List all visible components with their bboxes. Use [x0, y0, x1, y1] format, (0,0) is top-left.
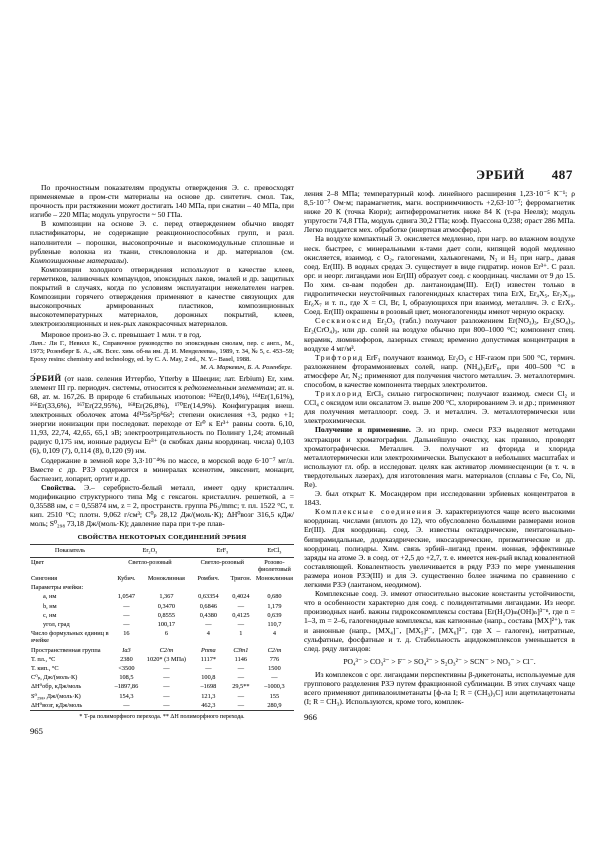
table-cell: 0,8555 [157, 611, 176, 619]
table-cell: C3̄m1 [233, 646, 249, 654]
table-cell: Светло-розовый [200, 558, 245, 566]
paragraph-epoxy-cold-cure [30, 265, 294, 329]
left-column [30, 183, 294, 736]
table-cell: Показатель [30, 545, 110, 557]
table-cell: 1146 [234, 655, 248, 663]
table-cell: 462,3 [201, 701, 216, 709]
paragraph-epoxy-plasticizers [30, 219, 294, 264]
text-segment: Мировое произ-во Э. с. превышает 1 млн. т в год. [41, 329, 202, 339]
table-cell: — [237, 620, 244, 628]
paragraph-erbium-intro [30, 374, 294, 456]
table-cell: Кубич. [117, 574, 136, 582]
table-cell: Параметры ячейки: [31, 584, 84, 592]
table-cell: 4 [272, 630, 276, 638]
table-cell: — [205, 664, 212, 672]
paragraph-air-oxidation [304, 234, 575, 316]
text-segment: Э.– серебристо-белый металл, имеет одну кристаллич. модификацию структурного типа Mg с гексагон. кристаллич. решеткой, a = 0,35588 нм, c = 0,55874 нм, z = 2, пространств. группа P6₃/mmc; т. пл. 1522 °C, т. кип. 2510 °C; плотн. 9,062 г/см³; C⁰ₚ 28,12 Дж/(моль·К); ΔH⁰возг 316,5 кДж/моль; S⁰₂₉₈ 73,18 Дж/(моль·К); давление пара при т-ре плав- [30, 482, 294, 529]
table-cell: — [237, 692, 244, 700]
paragraph-sesquioxide [304, 316, 575, 352]
table-row [30, 673, 294, 682]
table-row [30, 629, 294, 645]
erbium-compounds-table [30, 544, 294, 711]
text-segment: Содержание в земной коре 3,3·10⁻⁴% по массе, в морской воде 6·10⁻⁷ мг/л. Вместе с др. РЗЭ содержится в минералах ксенотим, эвксенит, монацит, бастнезит, лопарит, ортит и др. [30, 455, 294, 483]
table-cell: 6 [164, 630, 168, 638]
text-segment: Э. был открыт К. Мосандером при исследовании эрбиевых концентратов в 1843. [304, 489, 575, 508]
table-cell: 155 [269, 692, 280, 700]
paragraph-properties-continuation [304, 189, 575, 234]
table-cell: 0,3470 [157, 602, 176, 610]
text-segment: Композиции холодного отверждения используют в качестве клеев, герметиков, заливочных компаундов, эпоксидных лаков, эмалей и др. защитных покрытий в случаях, когда по условиям эксплуатации нежелателен нагрев. Композиции горячего отверждения применяют в качестве связующих для высокопрочных армированных пластиков, композиционных высокотемпературных материалов, дорожных покрытий, клеев, электроизоляционных и нек-рых лакокрасочных материалов. [30, 264, 294, 329]
table-cell: 0,4125 [232, 611, 250, 619]
table-cell: 29,5** [232, 683, 250, 691]
table-cell: b, нм [43, 602, 57, 610]
text-segment: В композиции на основе Э. с. перед отверждением обычно вводят пластификаторы, не содержащие реакционноспособных групп, и разл. наполнители – порошки, высокопрочные и высокомодульные сплошные и рубленые волокна из ткани, стекловолокна и др. материалов (см. [30, 219, 294, 256]
table-cell: 121,3 [201, 692, 216, 700]
page-number-left: 965 [30, 725, 43, 736]
table-cell: 4 [206, 630, 210, 638]
text-segment: Сесквиоксид [315, 316, 373, 326]
text-segment: На воздухе компактный Э. окисляется медленно, при нагр. во влажном воздухе неск. быстрее, с минеральными к-тами дает соли, кипящей водой медленно окисляется, взаимод. с O₂, галогенами, халькогенами, N₂ и H₂ при нагр., давая соед. Er(III). В водных средах Э. существует в виде гидратир. ионов Er³⁺. С разл. орг. и неорг. лигандами ион Er(III) образует соед. с координац. числами от 9 до 15. По хим. св-вам подобен др. лантаноидам(III). Er(I) известен только в гидролитически неустойчивых галогенидных кластерах типа ErX, Er₄X₅, Er₇X₁₀, Er₆X₇ и т. п., где X = Cl, Br, I, образующихся при взаимод. металлич. Э. с ErX₃. Соед. Er(III) окрашены в розовый цвет, моногалогениды имеют черную окраску. [304, 234, 575, 317]
table-row [30, 646, 294, 655]
table-cell: — [271, 674, 278, 682]
table-cell: — [163, 674, 170, 682]
table-row [30, 664, 294, 673]
table-cell: ErF₃ [190, 545, 255, 557]
text-segment: Трихлорид [315, 389, 363, 399]
table-cell: 108,5 [119, 674, 134, 682]
table-cell: — [237, 602, 244, 610]
table-row [30, 692, 294, 701]
paragraph-erbium-abundance [30, 456, 294, 483]
text-segment: Из комплексов с орг. лигандами перспективны β-дикетонаты, используемые для группового разделения РЗЭ путем фракционной сублимации. В этих случаях чаще всего применяют дипивалоилметанаты [ф-ла I; R = (CH₃)₃C] или ацетилацетонаты (I; R = CH₃). Используются, кроме того, комплек- [304, 669, 575, 707]
table-cell: 1,179 [267, 602, 282, 610]
table-cell: 1117* [200, 655, 217, 663]
table-cell: Er₂O₃ [110, 545, 190, 557]
text-segment: редкоземельным элементам [183, 382, 275, 392]
table-cell: ΔH⁰обр, кДж/моль [31, 683, 82, 691]
erbium-compounds-table-block [30, 534, 294, 720]
table-cell: 1,367 [159, 593, 174, 601]
table-cell: — [163, 692, 170, 700]
table-row [30, 655, 294, 664]
table-cell: угол, град [43, 620, 70, 628]
table-cell: 1,0547 [117, 593, 136, 601]
paragraph-complex-stability [304, 589, 575, 653]
table-cell: — [237, 664, 244, 672]
paragraph-discovery [304, 489, 575, 507]
text-segment: ления 2–8 МПа; температурный коэф. линейного расширения 1,23·10⁻⁵ К⁻¹; ρ 8,5·10⁻⁷ Ом·м; парамагнетик, магн. восприимчивость +2,63·10⁻⁷; ферромагнетик ниже 20 К (точка Кюри); антиферромагнетик ниже 84 К (т-ра Нееля); модуль упругости 74,8 ГПа, модуль сдвига 30,2 ГПа; коэф. Пуассона 0,238; σраст 286 МПа. Легко поддается мех. обработке (инертная атмосфера). [304, 189, 575, 235]
table-cell: <3500 [118, 664, 135, 672]
table-row [30, 545, 294, 557]
table-cell: — [237, 674, 244, 682]
text-segment: Э. из прир. смеси РЗЭ выделяют методами экстракции и хроматографии. Дальнейшую очистку, как правило, проводят хроматографически. Металлич. Э. получают из фторида и хлорида металлотермически или электрохимически. Выпускают в небольших масштабах и используют гл. обр. в исследоват. целях как активатор люминесценции (в т. ч. в твердотельных лазерах), для изготовления магн. материалов (сплавы с Fe, Co, Ni, Re). [304, 425, 576, 489]
right-column [304, 167, 575, 722]
table-cell: Пространственная группа [31, 646, 101, 654]
table-cell: 0,639 [267, 611, 282, 619]
table-row [30, 682, 294, 691]
page-number-right: 966 [304, 712, 317, 723]
text-segment: Свойства. [41, 482, 76, 492]
table-row [30, 574, 294, 583]
text-segment: Э́РБИЙ [30, 373, 62, 383]
paragraph-beta-diketonates [304, 670, 575, 706]
text-segment: Er₂O₃ (табл.) получают разложением Er(NO₃)₃, Er₂(SO₄)₃, Er₂(CrO₄)₃, или др. солей на воздухе обычно при 800–1000 °C; компонент спец. керамик, люминофоров, лазерных стекол; временно допустимая концентрация в воздухе 4 мг/м³. [304, 316, 575, 353]
text-segment: Ли Г., Невилл К., Справочное руководство по эпоксидным смолам, пер. с англ., М., 1973; Розенберг Б. А., «Ж. Всес. хим. об-ва им. Д. И. Менделеева», 1989, т. 34, № 5, с. 453–59; Epoxy resins: chemistry and technology, ed. by C. A. May, 2 ed., N. Y.– Basel, 1988. [30, 340, 294, 363]
text-segment: Трифторид [315, 352, 364, 362]
table-cell: — [123, 620, 130, 628]
table-cell: Ромбич. [197, 574, 220, 582]
table-footnote: * Т-ра полиморфного перехода. ** ΔН полиморфного перехода. [79, 713, 245, 720]
table-cell: Розово-фиолетовый [258, 558, 291, 573]
text-segment: Э. характеризуются чаще всего высокими координац. числами (вплоть до 12), что обусловлено большими размерами ионов Er(III). Для координац. соед. Э. известны октаэдрические, пентагонально-бипирамидальные, додекаэдрические, икосаэдрические, призматические и др. координац. полиэдры. Хим. связь эрбий–лиганд преим. ионная, эффективные заряды на атоме Э. в соед. от +2,5 до +2,7, т. е. имеется нек-рый вклад ковалентной составляющей. Ковалентность увеличивается в ряду РЗЭ по мере уменьшения размера ионов РЗЭ(III) и для Э. существенно более значима по сравнению с легкими РЗЭ (лантаном, неодимом). [304, 507, 575, 590]
table-row [30, 583, 294, 592]
table-row [30, 620, 294, 629]
text-segment: Получение и применение. [315, 425, 411, 435]
table-cell: — [205, 620, 212, 628]
table-row [30, 611, 294, 620]
table-cell: ΔH⁰возг, кДж/моль [31, 701, 83, 709]
table-cell: –1000,3 [264, 683, 285, 691]
table-body [30, 545, 294, 711]
table-cell: 0,6846 [199, 602, 218, 610]
table-row [30, 701, 294, 711]
table-cell: S⁰₂₉₈, Дж/(моль·К) [31, 692, 81, 700]
table-row [30, 557, 294, 574]
running-header [304, 167, 573, 183]
text-segment: ErCl₃ сильно гигроскопичен; получают взаимод. смеси Cl₂ и CCl₄ с оксидом или оксалатом Э. выше 200 °C, хлорированием Э. и др.; применяют для получения металлоорг. соед. Э. и металлич. Э. металлотермически или электрохимически. [304, 389, 575, 426]
table-cell: –1897,86 [114, 683, 139, 691]
table-cell: 16 [123, 630, 130, 638]
table-cell: 154,3 [119, 692, 134, 700]
table-cell: Светло-розовый [128, 558, 172, 566]
table-cell: Цвет [31, 558, 45, 566]
table-cell: 100,8 [201, 674, 216, 682]
text-segment: Комплексные соед. Э. имеют относительно высокие константы устойчивости, что в особенности характерно для соед. с полидентатными лигандами. Из неорг. производных наиб. важны гидроксокомплексы состава [Er(H₂O)ₘ(OH)ₙ]³⁻ⁿ, где n = 1–3, m = 2–6, галогенидные комплексы, как катионные (напр., состава [MX]²⁺), так и анионные (напр., [MX₄]⁻, [MX₅]²⁻, [MX₆]³⁻, где X – галоген), нитратные, сульфатные, фосфатные и т. д. Стабильность ацидокомплексов уменьшается в след. ряду лигандов: [304, 589, 575, 653]
table-cell: 100,17 [157, 620, 176, 628]
paragraph-complex-compounds [304, 507, 575, 589]
text-segment: ErF₃ получают взаимод. Er₂O₃ с HF-газом при 500 °C, термич. разложением фтораммониевых солей, напр. (NH₄)₃ErF₆, при 400–500 °C в атмосфере Ar, N₂; применяют для получения чистого металлич. Э. металлотермич. способом, в качестве компонента твердых электролитов. [304, 352, 575, 389]
table-cell: ErCl₃ [255, 545, 294, 557]
table-cell: 0,4380 [199, 611, 218, 619]
table-cell: 1020* (3 МПа) [146, 655, 186, 663]
table-cell: Сингония [31, 574, 58, 582]
table-cell: Тригон. [230, 574, 252, 582]
paragraph-erbium-properties [30, 483, 294, 528]
table-row [30, 602, 294, 611]
table-cell: 776 [269, 655, 280, 663]
table-title: СВОЙСТВА НЕКОТОРЫХ СОЕДИНЕНИЙ ЭРБИЯ [77, 534, 247, 542]
article-signature: М. А. Маркевич, Б. А. Розенберг. [200, 364, 292, 372]
text-segment: ; ат. н. 68, ат. м. 167,26. В природе 6 стабильных изотопов: ¹⁶²Er(0,14%), ¹⁶⁴Er(1,61%), ¹⁶⁶Er(33,6%), ¹⁶⁷Er(22,95%), ¹⁶⁸Er(26,8%), ¹⁷⁰Er(14,9%). Конфигурация внеш. электронных оболочек атома 4f¹²5s²5p⁶6s²; степени окисления +3, редко +1; энергии ионизации при последоват. переходе от Er⁰ к Er³⁺ равны соотв. 6,10, 11,93, 22,74, 42,65, 65,1 эВ; электроотрицательность по Полингу 1,24; атомный радиус 0,175 нм, ионные радиусы Er³⁺ (в скобках даны координац. числа) 0,103 (6), 0,109 (7), 0,114 (8), 0,120 (9) нм. [30, 382, 294, 456]
paragraph-trichloride [304, 389, 575, 425]
paragraph-epoxy-strength [30, 183, 294, 219]
paragraph-trifluoride [304, 353, 575, 389]
table-cell: Моноклинная [255, 574, 293, 582]
table-cell: Т. кип., °C [31, 664, 59, 672]
table-cell: 1 [239, 630, 243, 638]
ligand-series-formula: PO₄³⁻ > CO₃²⁻ > F⁻ > SO₄²⁻ > S₂O₃²⁻ > SCN⁻ > NO₃⁻ > Cl⁻. [343, 656, 536, 666]
running-header-page-number: 487 [551, 167, 573, 182]
running-header-title: ЭРБИЙ [476, 167, 525, 182]
text-segment: По прочностным показателям продукты отверждения Э. с. превосходят применяемые в пром-сти материалы на основе др. синтетич. смол. Так, прочность при растяжении может достигать 140 МПа, при сжатии – 40 МПа, при изгибе – 220 МПа; модуль упругости ~ 50 ГПа. [30, 183, 294, 220]
table-cell: Ia3 [122, 646, 131, 654]
text-segment: Комплексные соединения [315, 507, 433, 517]
paragraph-production-application [304, 425, 575, 489]
table-cell: 0,63354 [198, 593, 219, 601]
table-cell: c, нм [43, 611, 57, 619]
table-cell: 110,7 [267, 620, 282, 628]
table-cell: — [237, 701, 244, 709]
table-cell: Число формульных единиц в ячейке [31, 630, 109, 645]
text-segment: ). [124, 255, 129, 265]
text-segment: Композиционные материалы [30, 255, 125, 265]
table-cell: Моноклинная [147, 574, 185, 582]
table-cell: — [163, 701, 170, 709]
table-row [30, 592, 294, 601]
table-cell: C2/m [267, 646, 282, 654]
table-cell: 0,4024 [232, 593, 250, 601]
table-cell: 280,9 [267, 701, 282, 709]
table-cell: –1698 [200, 683, 217, 691]
table-cell: Т. пл., °C [31, 655, 56, 663]
text-segment: (от назв. селения Иттербю, Ytterby в Швеции; лат. Erbium) Er, хим. элемент III гр. периодич. системы, относится к [30, 373, 294, 392]
paragraph-world-production [30, 330, 294, 339]
table-cell: — [123, 602, 130, 610]
literature-reference [30, 340, 294, 363]
table-cell: Pnma [201, 646, 216, 654]
table-cell: C⁰ₚ, Дж/(моль·К) [31, 674, 78, 682]
text-segment: Лит.: [30, 340, 47, 348]
table-cell: — [123, 611, 130, 619]
table-cell: 2380 [120, 655, 133, 663]
table-cell: a, нм [43, 593, 57, 601]
table-cell: — [163, 664, 170, 672]
table-cell: — [123, 701, 130, 709]
table-cell: — [163, 683, 170, 691]
table-cell: C2/m [159, 646, 174, 654]
table-cell: 0,680 [267, 593, 282, 601]
table-cell: 1500 [268, 664, 281, 672]
